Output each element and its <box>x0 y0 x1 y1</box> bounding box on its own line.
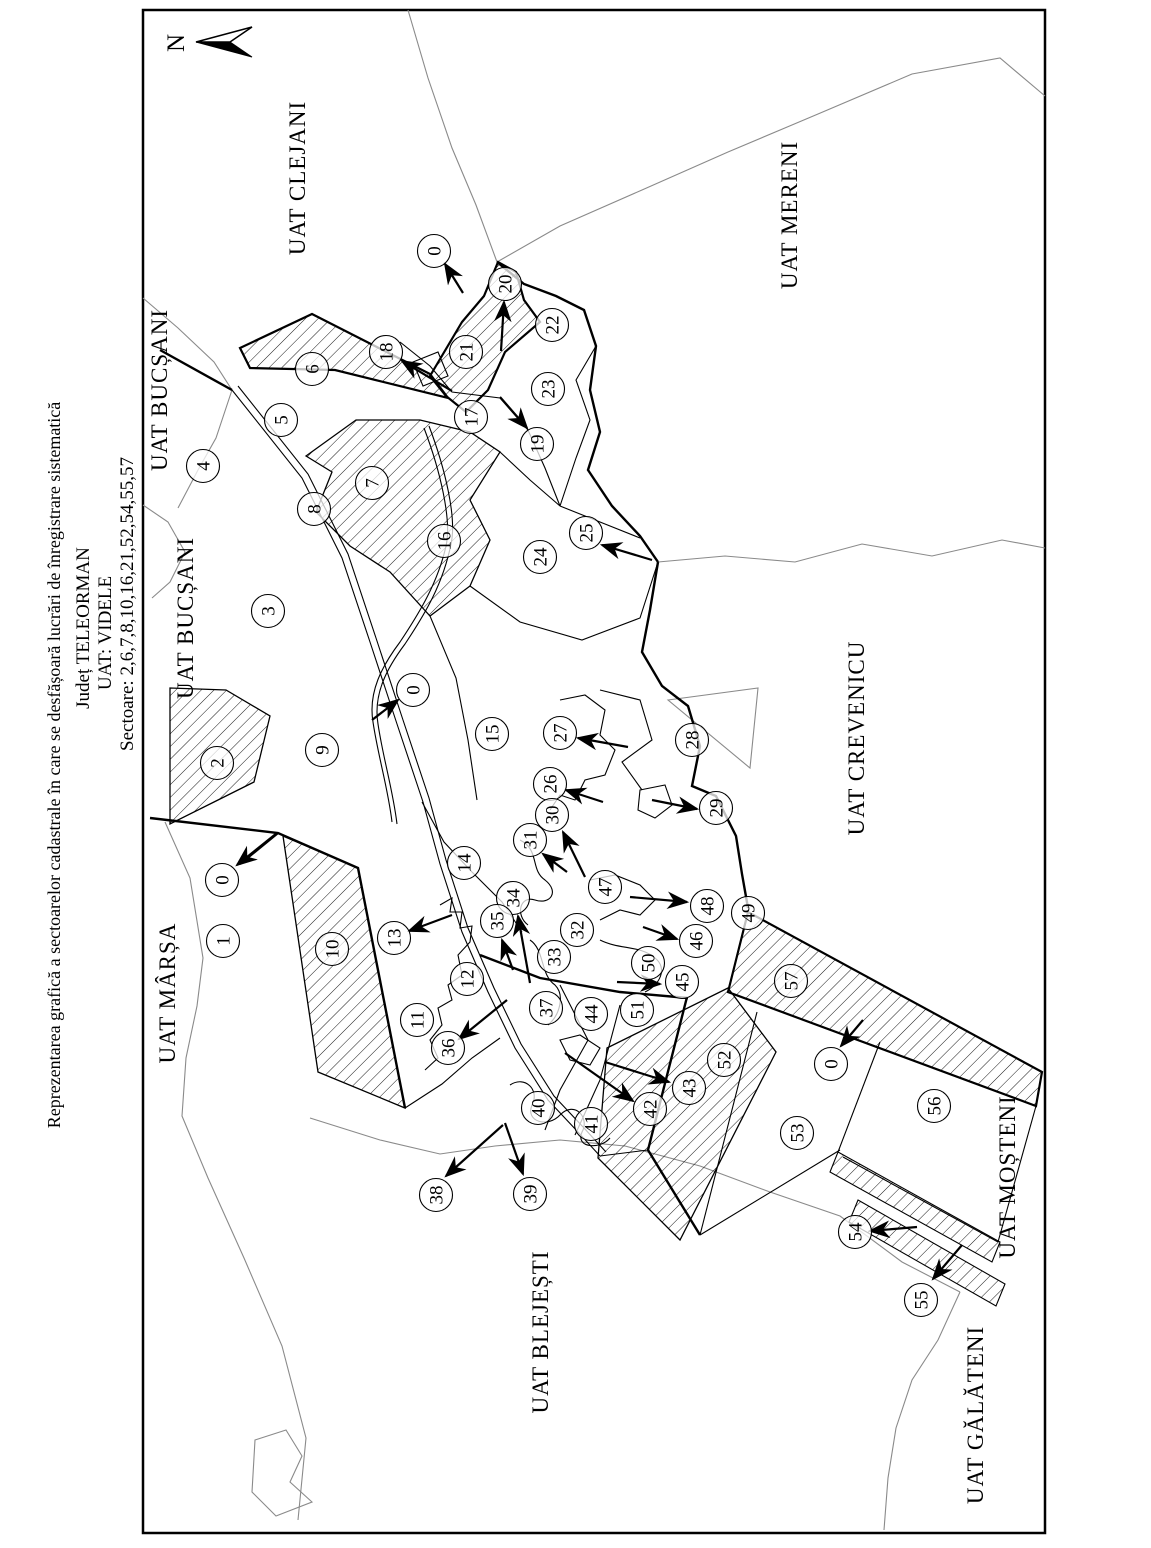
sector-number: 6 <box>302 364 324 374</box>
sector-number: 38 <box>426 1185 448 1205</box>
sector-number: 2 <box>207 758 229 768</box>
sector-number: 11 <box>407 1010 429 1030</box>
sectors-list-label: Sectoare: 2,6,7,8,10,16,21,52,54,55,57 <box>117 457 138 751</box>
sector-number: 1 <box>213 936 235 946</box>
uat-name-label: UAT CLEJANI <box>285 100 311 256</box>
uat-name-label: UAT GĂLĂTENI <box>963 1325 989 1505</box>
sector-number: 3 <box>258 606 280 616</box>
sector-number: 35 <box>487 911 509 931</box>
sector-number: 51 <box>627 1000 649 1020</box>
uat-name-label: UAT MOȘTENI <box>995 1095 1021 1259</box>
sector-number: 0 <box>212 875 234 885</box>
sector-number: 39 <box>520 1184 542 1204</box>
sector-number: 5 <box>271 415 293 425</box>
sector-number: 29 <box>706 798 728 818</box>
uat-name-label: UAT BUCȘANI <box>147 308 173 472</box>
sector-number: 28 <box>682 730 704 750</box>
sector-number: 14 <box>454 853 476 873</box>
sector-number: 52 <box>714 1050 736 1070</box>
uat-name-label: UAT MERENI <box>777 140 803 290</box>
sector-number: 17 <box>461 407 483 427</box>
sector-number: 40 <box>528 1098 550 1118</box>
sector-number: 42 <box>640 1099 662 1119</box>
uat-name-label: UAT CREVENICU <box>844 640 870 836</box>
sector-number: 12 <box>457 969 479 989</box>
sector-number: 0 <box>821 1059 843 1069</box>
sector-number: 19 <box>527 434 549 454</box>
north-label: N <box>163 33 190 53</box>
county-label: Județ TELEORMAN <box>73 547 94 709</box>
sector-number: 33 <box>544 947 566 967</box>
sector-number: 53 <box>787 1123 809 1143</box>
sector-number: 47 <box>595 877 617 897</box>
sector-number: 0 <box>403 685 425 695</box>
uat-name-label: UAT MÂRȘA <box>155 922 181 1064</box>
sector-number: 18 <box>376 342 398 362</box>
sector-number: 57 <box>781 971 803 991</box>
sector-number: 32 <box>567 920 589 940</box>
sector-number: 46 <box>686 931 708 951</box>
sector-number: 13 <box>384 928 406 948</box>
sector-number: 15 <box>482 724 504 744</box>
sector-number: 21 <box>456 342 478 362</box>
uat-name-label: UAT BUCȘANI <box>173 536 199 700</box>
sector-number: 43 <box>679 1078 701 1098</box>
sector-number: 7 <box>362 478 384 488</box>
sector-number: 8 <box>304 504 326 514</box>
sector-number: 23 <box>538 379 560 399</box>
sector-number: 45 <box>672 972 694 992</box>
uat-name-label: UAT BLEJEȘTI <box>528 1250 554 1414</box>
sector-number: 56 <box>924 1096 946 1116</box>
uat-label: UAT: VIDELE <box>95 575 116 691</box>
sector-number: 24 <box>530 547 552 567</box>
sector-number: 4 <box>193 461 215 471</box>
sector-number: 50 <box>638 953 660 973</box>
sector-number: 54 <box>845 1222 867 1242</box>
sector-number: 9 <box>312 745 334 755</box>
sector-number: 41 <box>581 1114 603 1134</box>
sector-number: 10 <box>322 939 344 959</box>
sector-number: 22 <box>542 315 564 335</box>
sector-number: 16 <box>434 531 456 551</box>
sector-number: 25 <box>576 523 598 543</box>
sector-number: 0 <box>424 246 446 256</box>
sector-number: 31 <box>520 830 542 850</box>
sector-number: 20 <box>495 274 517 294</box>
sector-number: 44 <box>581 1004 603 1024</box>
sector-number: 55 <box>911 1290 933 1310</box>
sector-number: 37 <box>536 998 558 1018</box>
sector-number: 27 <box>550 723 572 743</box>
sector-number: 26 <box>540 774 562 794</box>
sector-number: 48 <box>697 896 719 916</box>
sector-number: 34 <box>503 888 525 908</box>
sector-number: 30 <box>542 805 564 825</box>
sector-number: 49 <box>738 903 760 923</box>
sector-number: 36 <box>438 1038 460 1058</box>
map-title: Reprezentarea grafică a sectoarelor cadastrale în care se desfășoară lucrări de înregistrare sistematică <box>44 401 64 1129</box>
